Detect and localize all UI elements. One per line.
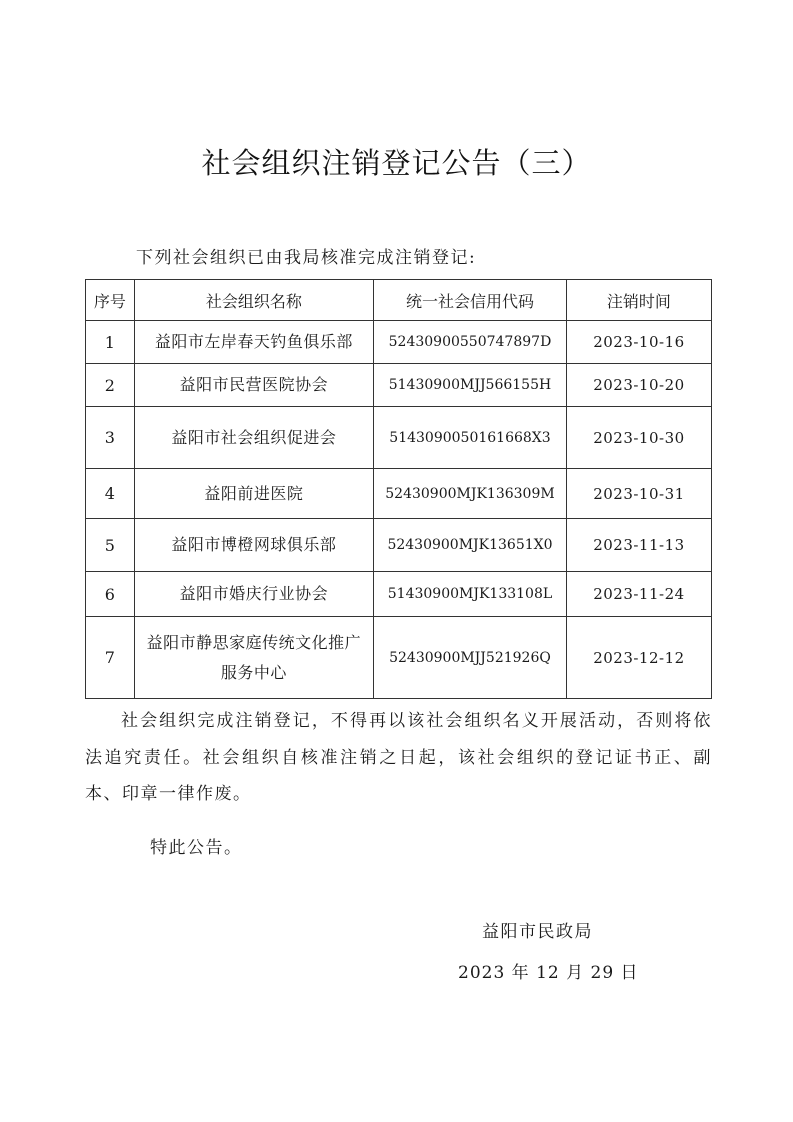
row-name: 益阳市婚庆行业协会 — [134, 572, 373, 617]
row-name: 益阳市社会组织促进会 — [134, 407, 373, 469]
row-code: 52430900MJK13651X0 — [374, 519, 567, 572]
table-row — [86, 469, 712, 519]
row-no: 3 — [86, 407, 135, 469]
row-date: 2023-10-30 — [566, 407, 711, 469]
row-no: 7 — [86, 617, 135, 699]
table-row — [86, 321, 712, 364]
header-date: 注销时间 — [566, 280, 711, 321]
row-no: 4 — [86, 469, 135, 519]
row-name: 益阳市博橙网球俱乐部 — [134, 519, 373, 572]
row-date: 2023-10-20 — [566, 364, 711, 407]
row-name: 益阳前进医院 — [134, 469, 373, 519]
row-code: 52430900MJK136309M — [374, 469, 567, 519]
row-date: 2023-11-24 — [566, 572, 711, 617]
table-row — [86, 572, 712, 617]
table-header-row — [86, 280, 712, 321]
row-no: 5 — [86, 519, 135, 572]
row-date: 2023-11-13 — [566, 519, 711, 572]
header-no: 序号 — [86, 280, 135, 321]
row-no: 1 — [86, 321, 135, 364]
row-name: 益阳市左岸春天钓鱼俱乐部 — [134, 321, 373, 364]
signature-organization: 益阳市民政局 — [482, 922, 593, 942]
row-date: 2023-10-16 — [566, 321, 711, 364]
table-row — [86, 364, 712, 407]
header-code: 统一社会信用代码 — [374, 280, 567, 321]
signature-date: 2023 年 12 月 29 日 — [458, 963, 639, 983]
closing-text: 特此公告。 — [150, 838, 243, 858]
table-row — [86, 407, 712, 469]
row-name: 益阳市静思家庭传统文化推广服务中心 — [134, 617, 373, 699]
row-code: 5143090050161668X3 — [374, 407, 567, 469]
notice-body — [85, 703, 712, 813]
deregistration-table — [85, 279, 712, 699]
row-no: 2 — [86, 364, 135, 407]
table-row — [86, 519, 712, 572]
row-no: 6 — [86, 572, 135, 617]
table-row — [86, 617, 712, 699]
row-code: 51430900MJK133108L — [374, 572, 567, 617]
row-date: 2023-10-31 — [566, 469, 711, 519]
intro-text: 下列社会组织已由我局核准完成注销登记: — [136, 248, 477, 268]
document-title: 社会组织注销登记公告（三） — [201, 146, 592, 180]
row-name: 益阳市民营医院协会 — [134, 364, 373, 407]
row-code: 52430900MJJ521926Q — [374, 617, 567, 699]
row-date: 2023-12-12 — [566, 617, 711, 699]
row-code: 51430900MJJ566155H — [374, 364, 567, 407]
header-name: 社会组织名称 — [134, 280, 373, 321]
row-code: 52430900550747897D — [374, 321, 567, 364]
notice-paragraph: 社会组织完成注销登记，不得再以该社会组织名义开展活动，否则将依法追究责任。社会组织自核准注销之日起，该社会组织的登记证书正、副本、印章一律作废。 — [85, 711, 712, 804]
